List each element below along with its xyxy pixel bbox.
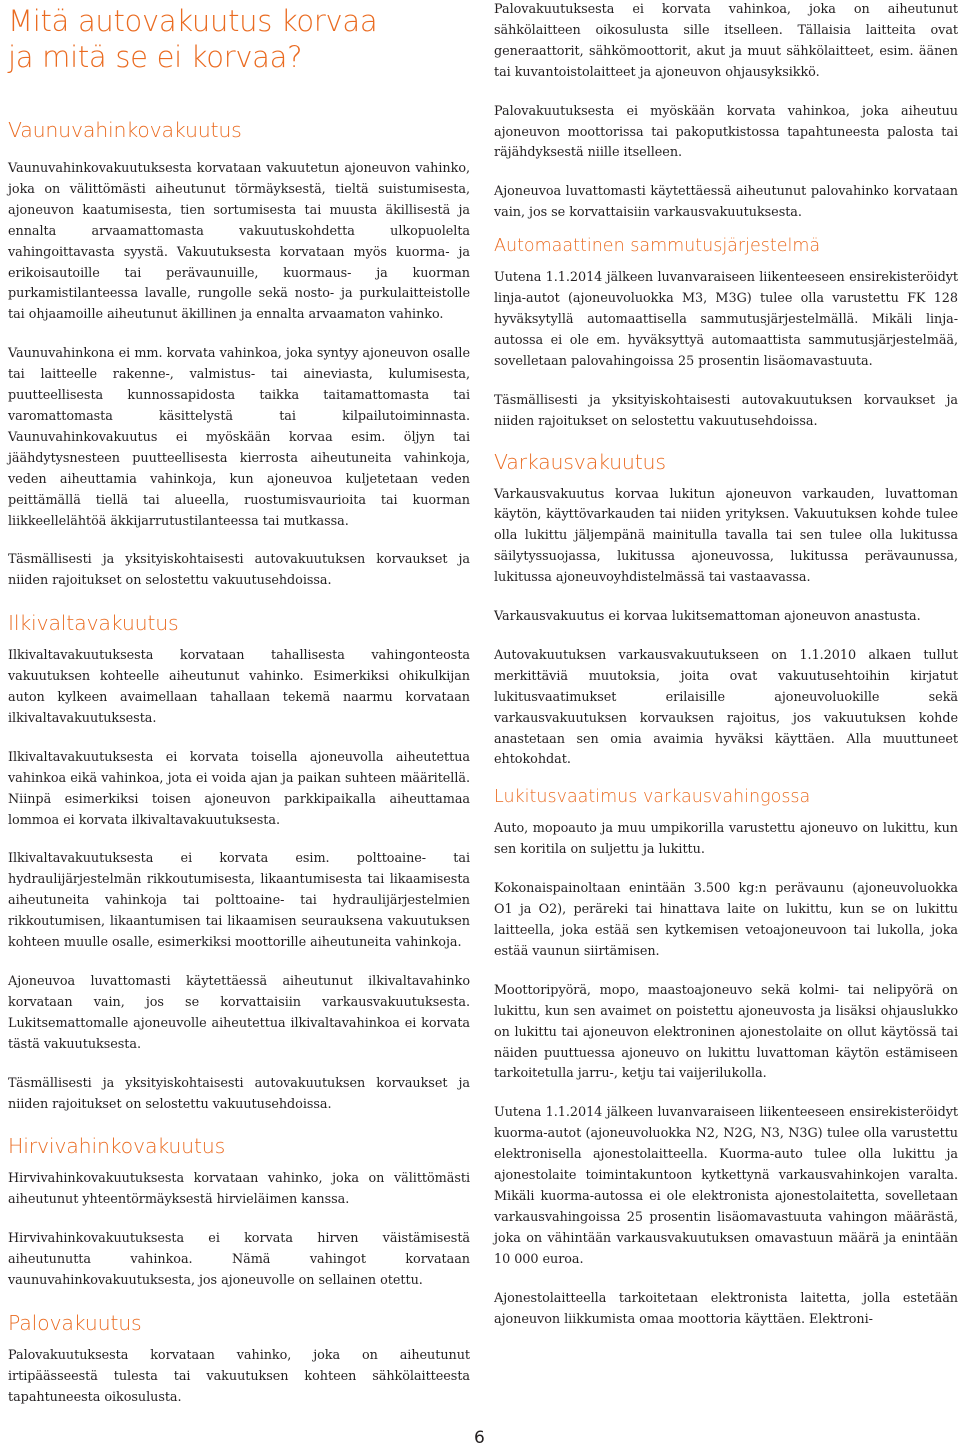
paragraph: Ilkivaltavakuutuksesta ei korvata toisella ajoneuvolla aiheutettua vahinkoa eikä vahinkoa, jota ei voida ajan ja paikan suhteen määritellä. Niinpä esimerkiksi toisen ajoneuvon parkkipaikalla aiheuttamaa lommoa ei korvata ilkivaltavakuutuksesta. [8,749,470,828]
paragraph: Kokonaispainoltaan enintään 3.500 kg:n perävaunu (ajoneuvoluokka O1 ja O2), peräreki tai hinattava laite on lukittu, kun se on lukittu laitteella, joka estää sen kytkemisen vetoajoneuvoon tai lukolla, joka estää vaunun siirtämisen. [494,881,958,959]
left-column [8,0,470,1448]
page-title: Mitä autovakuutus korvaa ja mitä se ei korvaa? [8,4,378,74]
heading-lukitusvaatimus-varkausvahingossa: Lukitusvaatimus varkausvahingossa [494,787,811,808]
paragraph: Täsmällisesti ja yksityiskohtaisesti autovakuutuksen korvaukset ja niiden rajoitukset on selostettu vakuutusehdoissa. [8,1075,470,1112]
paragraph: Palovakuutuksesta ei korvata vahinkoa, joka on aiheutunut sähkölaitteen oikosulusta sille itselleen. Tällaisia laitteita ovat generaattorit, sähkömoottorit, akut ja muut sähkölaitteet, esim. äänen tai kuvantoistolaitteet ja ajoneuvon ohjausyksikkö. [494,2,958,80]
paragraph: Vaunuvahinkona ei mm. korvata vahinkoa, joka syntyy ajoneuvon osalle tai laitteelle rakenne-, valmistus- tai aineviasta, kulumisesta, puutteellisesta kunnossapidosta taikka taitamattomasta tai varomattomasta käsittelystä tai kilpailutoiminnasta. Vaunuvahinkovakuutus ei myöskään korvaa esim. öljyn tai jäähdytysnesteen puutteellisesta kierrosta aiheutuneita vahinkoja, veden aiheuttamia vahinkoja, kun ajoneuvoa kuljetetaan veden peittämällä tiellä tai alueella, ruostumisvaurioita tai kuorman liikkeellelähtöä äkkijarrutustilanteessa tai mutkassa. [8,346,470,529]
paragraph: Palovakuutuksesta korvataan vahinko, joka on aiheutunut irtipäässeestä tulesta tai vakuutuksen kohteen sähkölaitteesta tapahtuneesta oikosulusta. [8,1347,470,1405]
heading-automaattinen-sammutusjarjestelma: Automaattinen sammutusjärjestelmä [494,236,821,257]
heading-palovakuutus: Palovakuutus [8,1310,142,1335]
paragraph: Autovakuutuksen varkausvakuutukseen on 1.1.2010 alkaen tullut merkittäviä muutoksia, joita ovat vakuutusehtoihin kirjatut lukitusvaatimukset erilaisille ajoneuvoluokille sekä varkausvakuutuksen korvauksen rajoitus, jos vakuutuksen kohde anastetaan sen omia avaimia hyväksi käyttäen. Alla muuttuneet ehtokohdat. [494,647,958,768]
paragraph: Ilkivaltavakuutuksesta korvataan tahallisesta vahingonteosta vakuutuksen kohteelle aiheutunut vahinko. Esimerkiksi ohikulkijan auton kylkeen avaimellaan tahallaan tekemä naarmu korvataan ilkivaltavakuutuksesta. [8,648,470,726]
paragraph: Ajonestolaitteella tarkoitetaan elektronista laitetta, jolla estetään ajoneuvon liikkumista omaa moottoria käyttäen. Elektroni- [494,1290,958,1327]
paragraph: Palovakuutuksesta ei myöskään korvata vahinkoa, joka aiheutuu ajoneuvon moottorissa tai pakoputkistossa tapahtuneesta palosta tai räjähdyksestä niille itselleen. [494,103,958,161]
right-column [494,0,958,1448]
paragraph: Varkausvakuutus korvaa lukitun ajoneuvon varkauden, luvattoman käytön, käyttövarkauden tai niiden yrityksen. Vakuutuksen kohde tulee olla lukittu jäljempänä mainitulla tavalla tai sen tulee olla lukitussa säilytyssuojassa, lukitussa ajoneuvossa, lukitussa perävaunussa, lukitussa ajoneuvoyhdistelmässä tai vastaavassa. [494,486,958,586]
paragraph: Moottoripyörä, mopo, maastoajoneuvo sekä kolmi- tai nelipyörä on lukittu, kun sen avaimet on poistettu ajoneuvosta ja lisäksi ohjauslukko on lukittu tai ajoneuvon elektroninen ajonestolaite on ollut käytössä tai näiden puuttuessa ajoneuvo on lukittu luvattoman käytön estämiseen tarkoitetulla jarru-, ketju tai vaijerilukolla. [494,982,958,1082]
paragraph: Varkausvakuutus ei korvaa lukitsemattoman ajoneuvon anastusta. [494,609,921,625]
paragraph: Hirvivahinkovakuutuksesta ei korvata hirven väistämisestä aiheutunutta vahinkoa. Nämä vahingot korvataan vaunuvahinkovakuutuksesta, jos ajoneuvolle on sellainen otettu. [8,1231,470,1289]
heading-ilkivaltavakuutus: Ilkivaltavakuutus [8,611,179,636]
paragraph: Auto, mopoauto ja muu umpikorilla varustettu ajoneuvo on lukittu, kun sen koritila on suljettu ja lukittu. [494,821,958,858]
paragraph: Vaunuvahinkovakuutuksesta korvataan vakuutetun ajoneuvon vahinko, joka on välittömästi aiheutunut törmäyksestä, tieltä suistumisesta, ajoneuvon kaatumisesta, tien sortumisesta tai muusta äkillisestä ja ennalta arvaamattomasta vakuutuskohdetta ulkopuolelta vahingoittavasta syystä. Vakuutuksesta korvataan myös kuorma- ja erikoisautoille tai perävaunuille, kuormaus- ja kuorman purkamistilanteessa lavalle, rungolle sekä nosto- ja purkulaitteistolle tai ohjaamoille aiheutunut äkillinen ja ennalta arvaamaton vahinko. [8,161,470,323]
heading-varkausvakuutus: Varkausvakuutus [494,449,666,474]
paragraph: Ajoneuvoa luvattomasti käytettäessä aiheutunut ilkivaltavahinko korvataan vain, jos se korvattaisiin varkausvakuutuksesta. Lukitsemattomalle ajoneuvolle aiheutettua ilkivaltavahinkoa ei korvata tästä vakuutuksesta. [8,974,470,1052]
heading-hirvivahinkovakuutus: Hirvivahinkovakuutus [8,1134,226,1159]
paragraph: Täsmällisesti ja yksityiskohtaisesti autovakuutuksen korvaukset ja niiden rajoitukset on selostettu vakuutusehdoissa. [494,392,958,429]
paragraph: Täsmällisesti ja yksityiskohtaisesti autovakuutuksen korvaukset ja niiden rajoitukset on selostettu vakuutusehdoissa. [8,552,470,589]
page-number: 6 [474,1428,485,1448]
paragraph: Ilkivaltavakuutuksesta ei korvata esim. polttoaine- tai hydraulijärjestelmän rikkoutumisesta, likaantumisesta tai likaamisesta aiheutuneita vahinkoja tai polttoaine- tai hydraulijärjestelmien rikkoutumisen, likaantumisen tai likaamisen seurauksena vakuutuksen kohteen muulle osalle, esimerkiksi moottorille aiheutuneita vahinkoja. [8,851,470,951]
paragraph: Ajoneuvoa luvattomasti käytettäessä aiheutunut palovahinko korvataan vain, jos se korvattaisiin varkausvakuutuksesta. [494,184,958,221]
paragraph: Uutena 1.1.2014 jälkeen luvanvaraiseen liikenteeseen ensirekisteröidyt linja-autot (ajoneuvoluokka M3, M3G) tulee olla varustettu FK 128 hyväksytyllä automaattisella sammutusjärjestelmällä. Mikäli linja-autossa ei ole em. hyväksyttyä automaattista sammutusjärjestelmää, sovelletaan palovahingoissa 25 prosentin lisäomavastuuta. [494,270,958,369]
paragraph: Hirvivahinkovakuutuksesta korvataan vahinko, joka on välittömästi aiheutunut yhteentörmäyksestä hirvieläimen kanssa. [8,1171,470,1208]
paragraph: Uutena 1.1.2014 jälkeen luvanvaraiseen liikenteeseen ensirekisteröidyt kuorma-autot (ajoneuvoluokka N2, N2G, N3, N3G) tulee olla varustettu elektronisella ajonestolaitteella. Kuorma-auto tulee olla lukittu ja ajonestolaite toimintakuntoon kytkettynä varkausvahinkojen varalta. Mikäli kuorma-autossa ei ole elektronista ajonestolaitetta, sovelletaan varkausvahingoissa 25 prosentin lisäomavastuuta vahingon määrästä, joka on vähintään varkausvakuutuksen omavastuun määrä ja enintään 10 000 euroa. [494,1105,958,1267]
heading-vaunuvahinkovakuutus: Vaunuvahinkovakuutus [8,118,242,142]
